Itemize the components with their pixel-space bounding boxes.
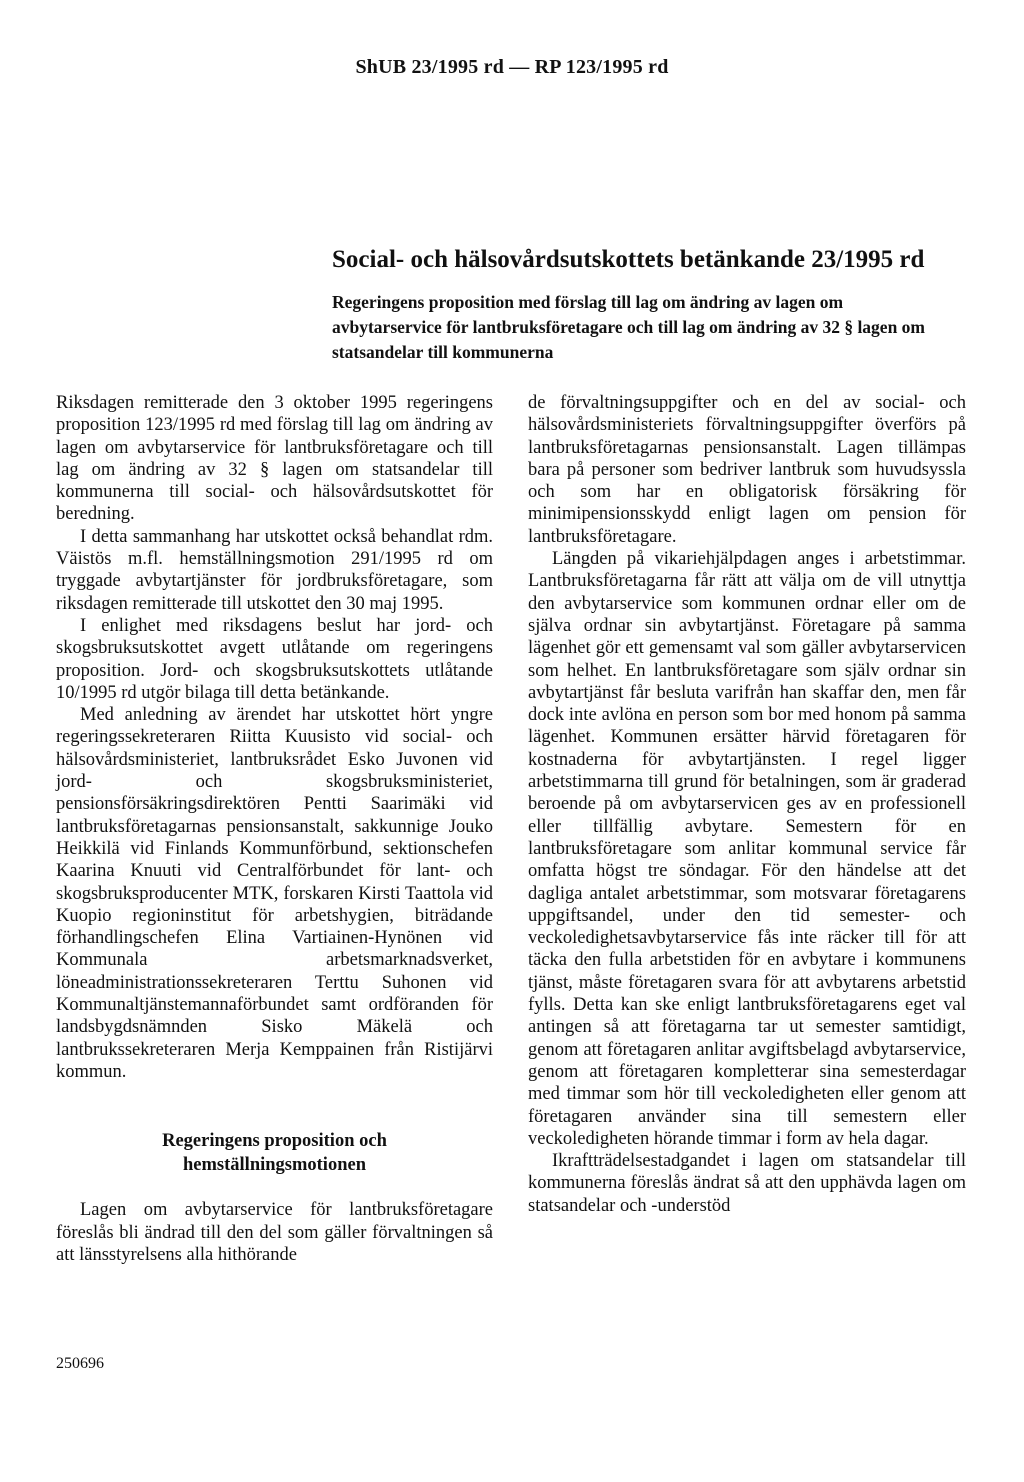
section-heading: Regeringens proposition och hemställningsmotionen [162, 1131, 387, 1176]
title-block [332, 244, 962, 365]
paragraph: I enlighet med riksdagens beslut har jord- och skogsbruksutskottet avgett utlåtande om regeringens proposition. Jord- och skogsbruksutskottets utlåtande 10/1995 rd utgör bilaga till detta betänkande. [56, 615, 493, 703]
paragraph: de förvaltningsuppgifter och en del av social- och hälsovårdsministeriets förvaltningsuppgifter överförs på lantbruksföretagarnas pensionsanstalt. Lagen tillämpas bara på personer som bedriver lantbruk som huvudsyssla och som har en obligatorisk försäkring för minimipensionsskydd enligt lagen om pension för lantbruksföretagare. [528, 393, 966, 547]
right-column [528, 392, 966, 1217]
paragraph: I detta sammanhang har utskottet också behandlat rdm. Väistös m.fl. hemställningsmotion 291/1995 rd om tryggade avbytartjänster för jordbruksföretagare, som riksdagen remitterade till utskottet den 30 maj 1995. [56, 526, 493, 614]
paragraph: Riksdagen remitterade den 3 oktober 1995 regeringens proposition 123/1995 rd med förslag till lag om ändring av lagen om avbytarservice för lantbruksföretagare och till lag om ändring av 32 § lagen om statsandelar till kommunerna till social- och hälsovårdsutskottet för beredning. [56, 393, 493, 525]
running-head: ShUB 23/1995 rd — RP 123/1995 rd [355, 56, 669, 78]
paragraph: Ikraftträdelsestadgandet i lagen om statsandelar till kommunerna föreslås ändrat så att den upphävda lagen om statsandelar och -understöd [528, 1151, 966, 1216]
document-subtitle: Regeringens proposition med förslag till lag om ändring av lagen om avbytarservice för lantbruksföretagare och till lag om ändring av 32 § lagen om statsandelar till kommunerna [332, 292, 926, 362]
paragraph: Med anledning av ärendet har utskottet hört yngre regeringssekreteraren Riitta Kuusisto vid social- och hälsovårdsministeriet, lantbruksrådet Esko Juvonen vid jord- och skogsbruksministeriet, pensionsförsäkringsdirektören Pentti Saarimäki vid lantbruksföretagarnas pensionsanstalt, sakkunnige Jouko Heikkilä vid Finlands Kommunförbund, sektionschefen Kaarina Knuuti vid Centralförbundet för lant- och skogsbruksproducenter MTK, forskaren Kirsti Taattola vid Kuopio regioninstitut för arbetshygien, biträdande förhandlingschefen Elina Vartiainen-Hynönen vid Kommunala arbetsmarknadsverket, löneadministrationssekreteraren Terttu Suhonen vid Kommunaltjänstemannaförbundet samt ordföranden för landsbygdsnämnden Sisko Mäkelä och lantbrukssekreteraren Merja Kemppainen från Ristijärvi kommun. [56, 705, 493, 1082]
left-column [56, 392, 493, 1266]
page-code: 250696 [56, 1355, 104, 1372]
document-title: Social- och hälsovårdsutskottets betänkande 23/1995 rd [332, 246, 925, 273]
paragraph: Längden på vikariehjälpdagen anges i arbetstimmar. Lantbruksföretagarna får rätt att välja om de vill utnyttja den avbytarservice som kommunen ordnar eller om de själva ordnar sin avbytartjänst. Företagare på samma lägenhet gör ett gemensamt val som gäller avbytarservicen som helhet. En lantbruksföretagare som själv ordnar sin avbytartjänst får besluta varifrån han skaffar den, men får dock inte avlöna en person som bor med honom på samma lägenhet. Kommunen ersätter härvid företagaren för kostnaderna för avbytartjänsten. I regel ligger arbetstimmarna till grund för betalningen, som är graderad beroende på om avbytarservicen ges av en professionell eller tillfällig avbytare. Semestern för en lantbruksföretagare som anlitar kommunal service får omfatta högst tre söndagar. För den händelse att det dagliga antalet arbetstimmar, som motsvarar företagarens uppgiftsandel, under den tid semester- och veckoledighetsavbytarservice fås inte räcker till för att täcka den fulla arbetstiden för en avbytare i kommunens tjänst, måste företagaren svara för att avbytarens arbetstid fylls. Detta kan ske enligt lantbruksföretagarens eget val antingen så att företagarna tar ut semester samtidigt, genom att företagaren anlitar avgiftsbelagd avbytarservice, genom att företagaren kompletterar sina semesterdagar med timmar som hör till veckoledigheten eller genom att företagaren använder sina till semestern eller veckoledigheten hörande timmar i form av hela dagar. [528, 549, 966, 1149]
paragraph: Lagen om avbytarservice för lantbruksföretagare föreslås bli ändrad till den del som gäller förvaltningen så att länsstyrelsens alla hithörande [56, 1200, 493, 1265]
